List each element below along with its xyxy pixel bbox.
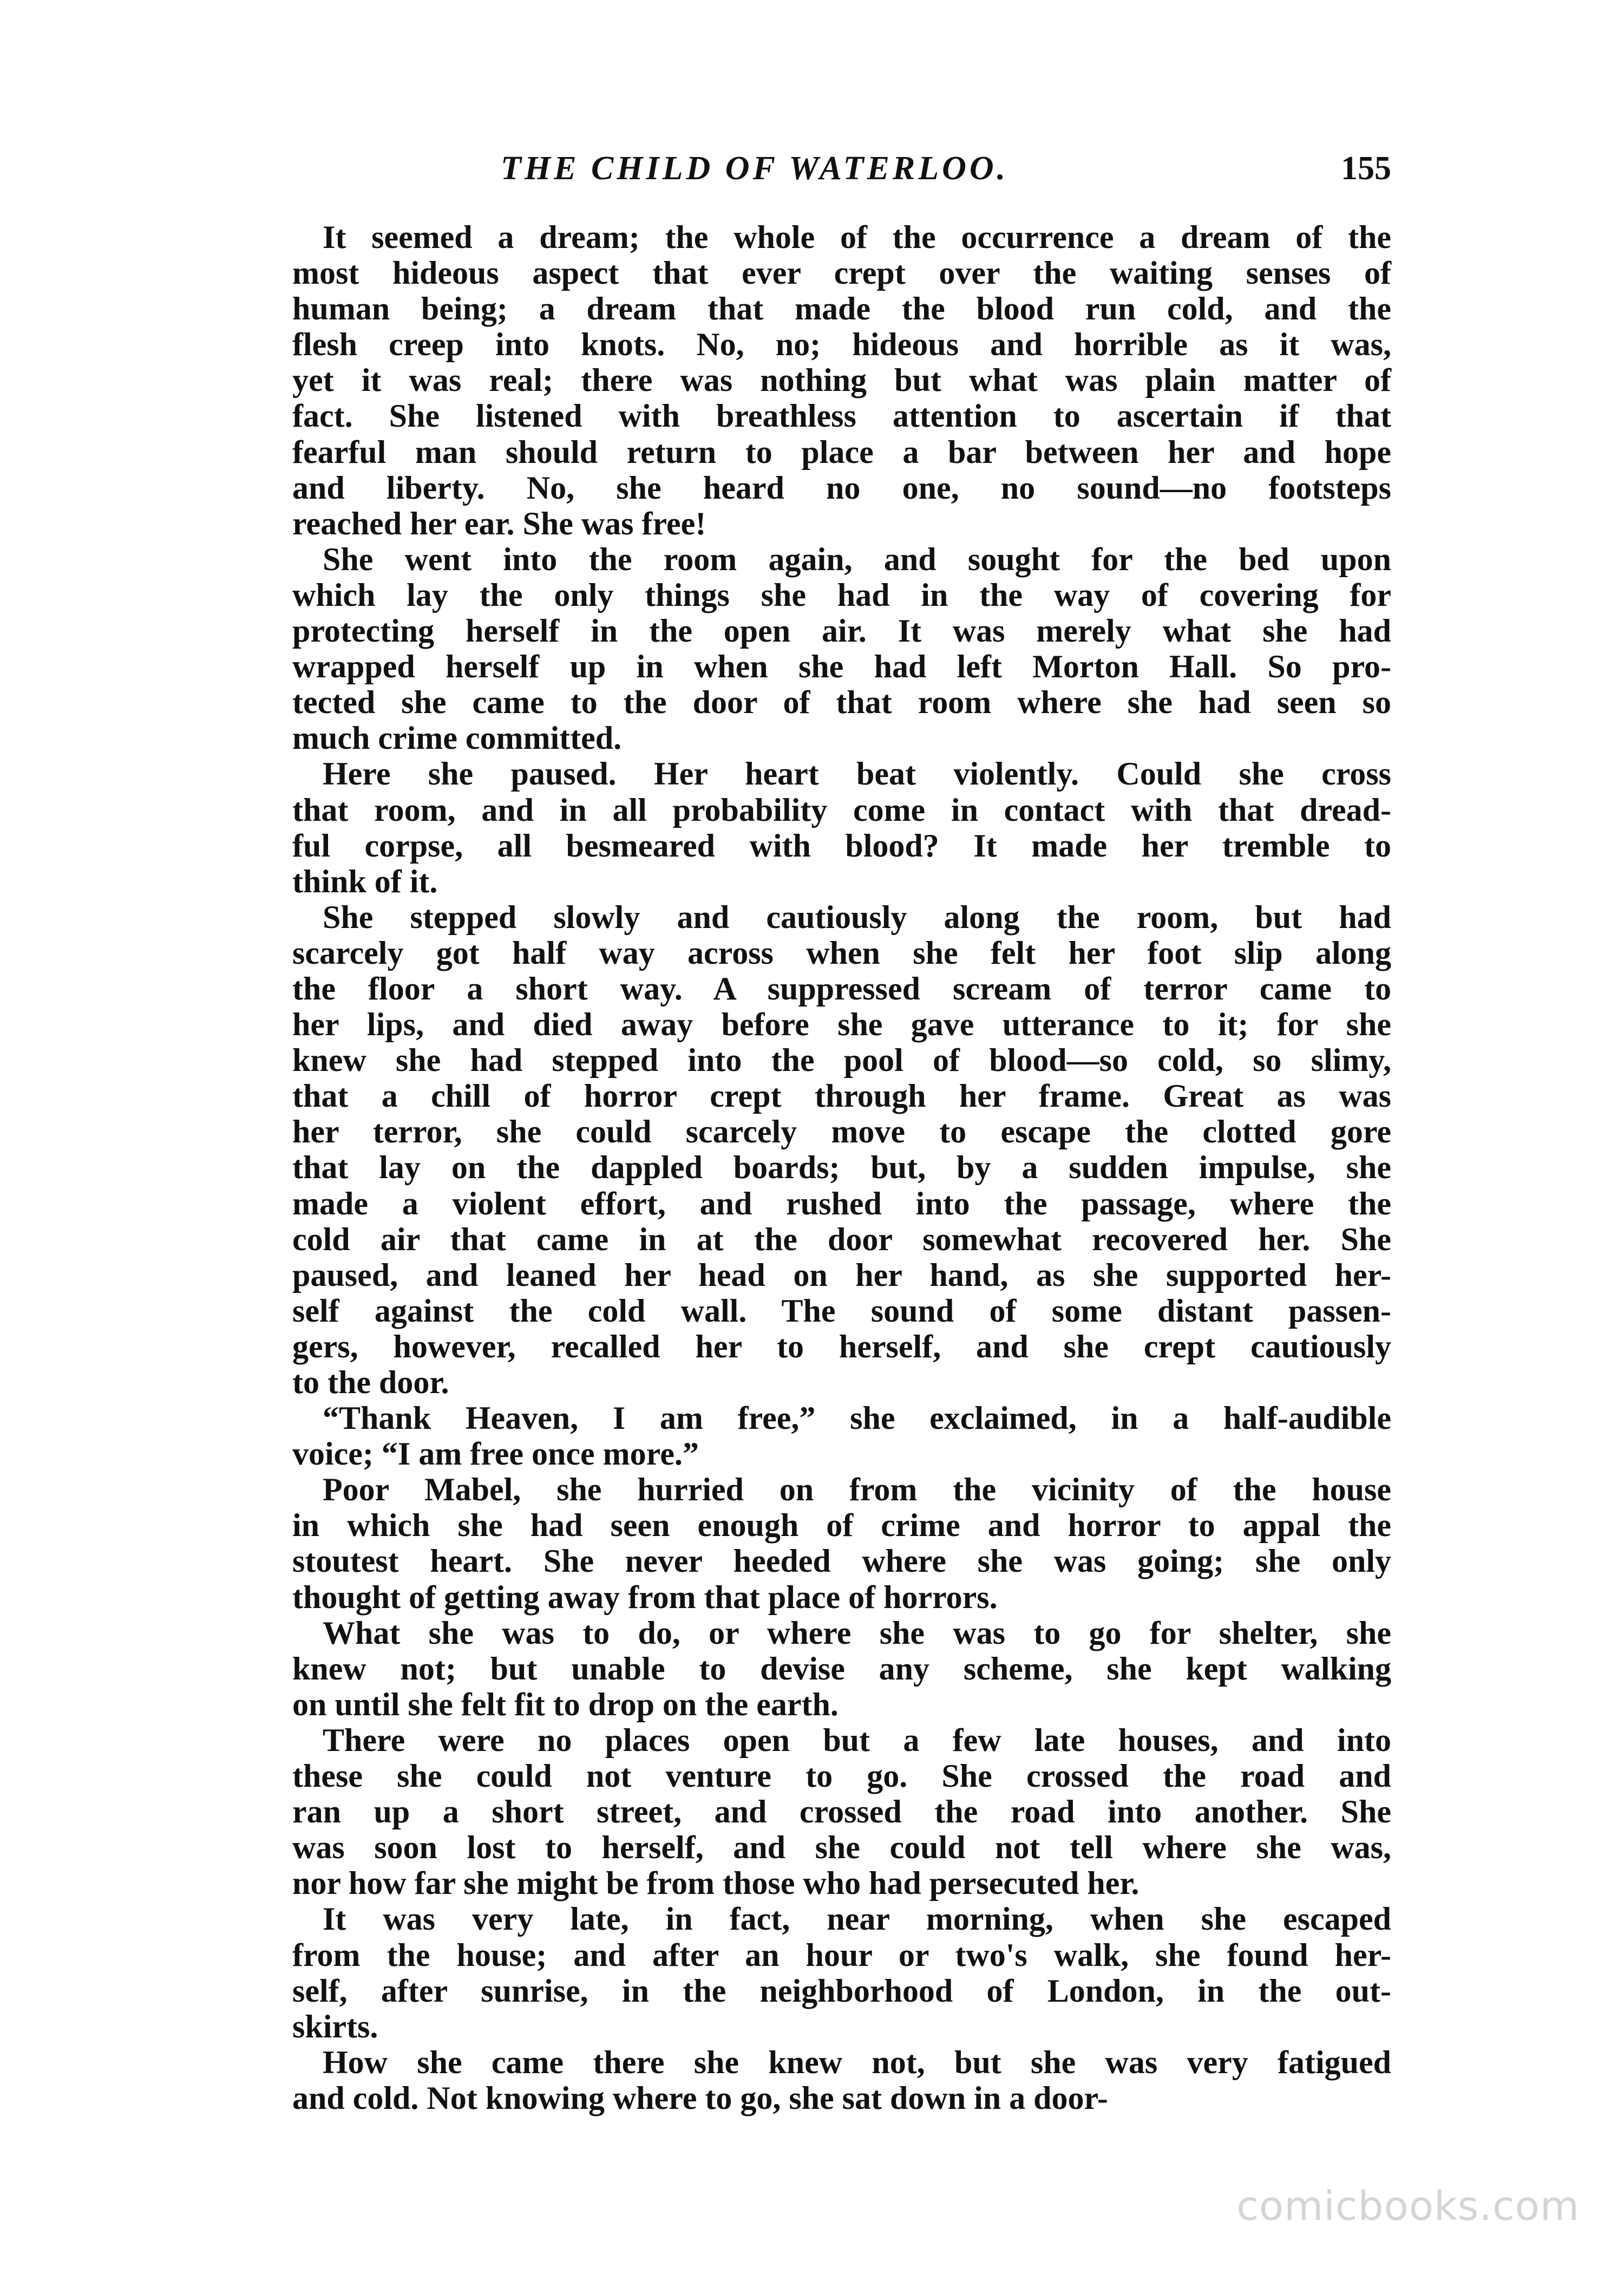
text-line: skirts.	[292, 2008, 378, 2044]
text-line: What she was to do, or where she was to go for shelter, she	[323, 1615, 1391, 1651]
text-line: that lay on the dappled boards; but, by a sudden impulse, she	[292, 1149, 1391, 1186]
text-line: her lips, and died away before she gave utterance to it; for she	[292, 1007, 1391, 1043]
body-text	[292, 219, 1391, 2116]
text-line: the floor a short way. A suppressed scream of terror came to	[292, 970, 1391, 1007]
text-line: ful corpse, all besmeared with blood? It made her tremble to	[292, 827, 1391, 864]
text-line: which lay the only things she had in the way of covering for	[292, 577, 1391, 613]
paragraph	[292, 756, 1391, 899]
text-line: paused, and leaned her head on her hand, as she supported her-	[292, 1257, 1391, 1293]
text-line: on until she felt fit to drop on the earth.	[292, 1686, 839, 1722]
text-line: scarcely got half way across when she felt her foot slip along	[292, 935, 1391, 971]
text-line: tected she came to the door of that room where she had seen so	[292, 684, 1391, 721]
text-line: Poor Mabel, she hurried on from the vicinity of the house	[323, 1472, 1391, 1508]
text-line: that room, and in all probability come in contact with that dread-	[292, 792, 1391, 828]
text-line: from the house; and after an hour or two's walk, she found her-	[292, 1937, 1391, 1973]
paragraph	[292, 1400, 1391, 1472]
text-line: self against the cold wall. The sound of some distant passen-	[292, 1292, 1391, 1329]
paragraph	[292, 1615, 1391, 1722]
watermark: comicbooks.com	[1236, 2183, 1580, 2230]
text-line: It seemed a dream; the whole of the occurrence a dream of the	[323, 219, 1391, 255]
paragraph	[292, 1722, 1391, 1901]
text-line: these she could not venture to go. She crossed the road and	[292, 1758, 1391, 1794]
text-line: fact. She listened with breathless attention to ascertain if that	[292, 398, 1391, 434]
running-title: THE CHILD OF WATERLOO.	[501, 150, 1009, 187]
text-line: flesh creep into knots. No, no; hideous and horrible as it was,	[292, 326, 1391, 363]
text-line: wrapped herself up in when she had left Morton Hall. So pro-	[292, 649, 1391, 685]
text-line: There were no places open but a few late houses, and into	[323, 1722, 1391, 1758]
text-line: think of it.	[292, 863, 438, 899]
text-line: How she came there she knew not, but she was very fatigued	[323, 2044, 1391, 2080]
paragraph	[292, 1472, 1391, 1615]
text-line: self, after sunrise, in the neighborhood of London, in the out-	[292, 1972, 1391, 2009]
text-line: nor how far she might be from those who had persecuted her.	[292, 1865, 1140, 1901]
text-line: and cold. Not knowing where to go, she sat down in a door-	[292, 2080, 1108, 2116]
paragraph	[292, 899, 1391, 1400]
text-line: thought of getting away from that place of horrors.	[292, 1579, 998, 1615]
text-line: her terror, she could scarcely move to escape the clotted gore	[292, 1114, 1391, 1150]
text-line: made a violent effort, and rushed into the passage, where the	[292, 1185, 1391, 1221]
text-line: in which she had seen enough of crime and horror to appal the	[292, 1507, 1391, 1544]
text-line: protecting herself in the open air. It was merely what she had	[292, 613, 1391, 649]
text-line: to the door.	[292, 1364, 449, 1400]
text-line: was soon lost to herself, and she could not tell where she was,	[292, 1829, 1391, 1866]
text-line: knew she had stepped into the pool of blood—so cold, so slimy,	[292, 1042, 1391, 1079]
paragraph	[292, 219, 1391, 541]
text-line: most hideous aspect that ever crept over the waiting senses of	[292, 255, 1391, 291]
page-number: 155	[1341, 150, 1391, 187]
text-line: It was very late, in fact, near morning, when she escaped	[323, 1901, 1391, 1937]
running-head	[292, 149, 1391, 198]
text-line: much crime committed.	[292, 720, 622, 756]
text-line: yet it was real; there was nothing but what was plain matter of	[292, 362, 1391, 398]
text-line: that a chill of horror crept through her frame. Great as was	[292, 1078, 1391, 1114]
text-line: “Thank Heaven, I am free,” she exclaimed, in a half-audible	[323, 1400, 1391, 1436]
paragraph	[292, 541, 1391, 756]
text-line: Here she paused. Her heart beat violently. Could she cross	[323, 756, 1391, 792]
text-line: reached her ear. She was free!	[292, 505, 706, 541]
text-line: ran up a short street, and crossed the road into another. She	[292, 1794, 1391, 1830]
text-line: cold air that came in at the door somewhat recovered her. She	[292, 1221, 1391, 1257]
text-line: She went into the room again, and sought for the bed upon	[323, 541, 1391, 577]
text-line: knew not; but unable to devise any scheme, she kept walking	[292, 1650, 1391, 1687]
text-line: voice; “I am free once more.”	[292, 1436, 699, 1472]
text-line: She stepped slowly and cautiously along the room, but had	[323, 899, 1391, 935]
text-line: and liberty. No, she heard no one, no sound—no footsteps	[292, 469, 1391, 506]
paragraph	[292, 2044, 1391, 2116]
text-line: gers, however, recalled her to herself, and she crept cautiously	[292, 1328, 1391, 1364]
text-line: stoutest heart. She never heeded where she was going; she only	[292, 1543, 1391, 1579]
text-line: fearful man should return to place a bar between her and hope	[292, 434, 1391, 470]
text-line: human being; a dream that made the blood run cold, and the	[292, 291, 1391, 327]
paragraph	[292, 1901, 1391, 2044]
